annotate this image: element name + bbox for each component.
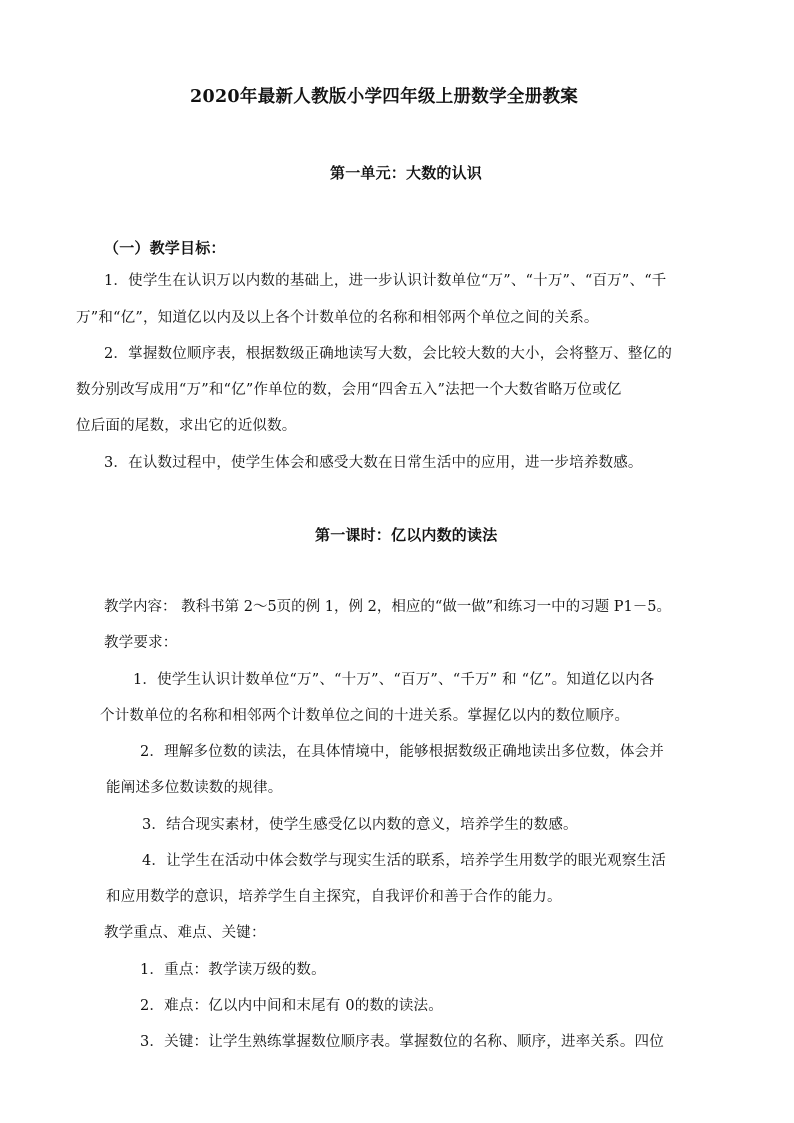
- requirement-line: 能阐述多位数读数的规律。: [106, 780, 283, 796]
- keypoint-line: 3．关键：让学生熟练掌握数位顺序表。掌握数位的名称、顺序，进率关系。四位: [140, 1034, 664, 1050]
- objective-line: 2．掌握数位顺序表，根据数级正确地读写大数，会比较大数的大小，会将整万、整亿的: [104, 346, 673, 362]
- requirement-line: 4．让学生在活动中体会数学与现实生活的联系，培养学生用数学的眼光观察生活: [142, 853, 666, 869]
- requirement-line: 1．使学生认识计数单位“万”、“十万”、“百万”、“千万” 和 “亿”。知道亿以内各: [133, 672, 655, 688]
- keypoint-line: 2．难点：亿以内中间和末尾有 0的数的读法。: [140, 998, 443, 1014]
- objective-line: 1．使学生在认识万以内数的基础上，进一步认识计数单位“万”、“十万”、“百万”、“千: [104, 273, 667, 289]
- document-title: 2020年最新人教版小学四年级上册数学全册教案: [190, 87, 579, 107]
- requirements-label: 教学要求：: [104, 635, 178, 651]
- lesson-content: 教学内容： 教科书第 2～5页的例 1，例 2，相应的“做一做”和练习一中的习题 P1－5。: [104, 599, 671, 615]
- objective-line: 数分别改写成用“万”和“亿”作单位的数，会用“四舍五入”法把一个大数省略万位或亿: [76, 382, 622, 398]
- keypoint-line: 1．重点：教学读万级的数。: [140, 962, 326, 978]
- objective-line: 位后面的尾数，求出它的近似数。: [76, 418, 297, 434]
- objective-line: 3．在认数过程中，使学生体会和感受大数在日常生活中的应用，进一步培养数感。: [104, 455, 643, 471]
- requirement-line: 个计数单位的名称和相邻两个计数单位之间的十进关系。掌握亿以内的数位顺序。: [100, 708, 630, 724]
- keypoints-label: 教学重点、难点、关键：: [104, 925, 266, 941]
- objective-line: 万”和“亿”，知道亿以内及以上各个计数单位的名称和相邻两个单位之间的关系。: [76, 310, 599, 326]
- requirement-line: 和应用数学的意识，培养学生自主探究，自我评价和善于合作的能力。: [106, 889, 562, 905]
- lesson-title: 第一课时：亿以内数的读法: [315, 526, 498, 544]
- objectives-heading: （一）教学目标：: [104, 239, 226, 257]
- requirement-line: 2．理解多位数的读法，在具体情境中，能够根据数级正确地读出多位数，体会并: [140, 744, 664, 760]
- unit-title: 第一单元：大数的认识: [330, 164, 483, 182]
- requirement-line: 3．结合现实素材，使学生感受亿以内数的意义，培养学生的数感。: [142, 817, 578, 833]
